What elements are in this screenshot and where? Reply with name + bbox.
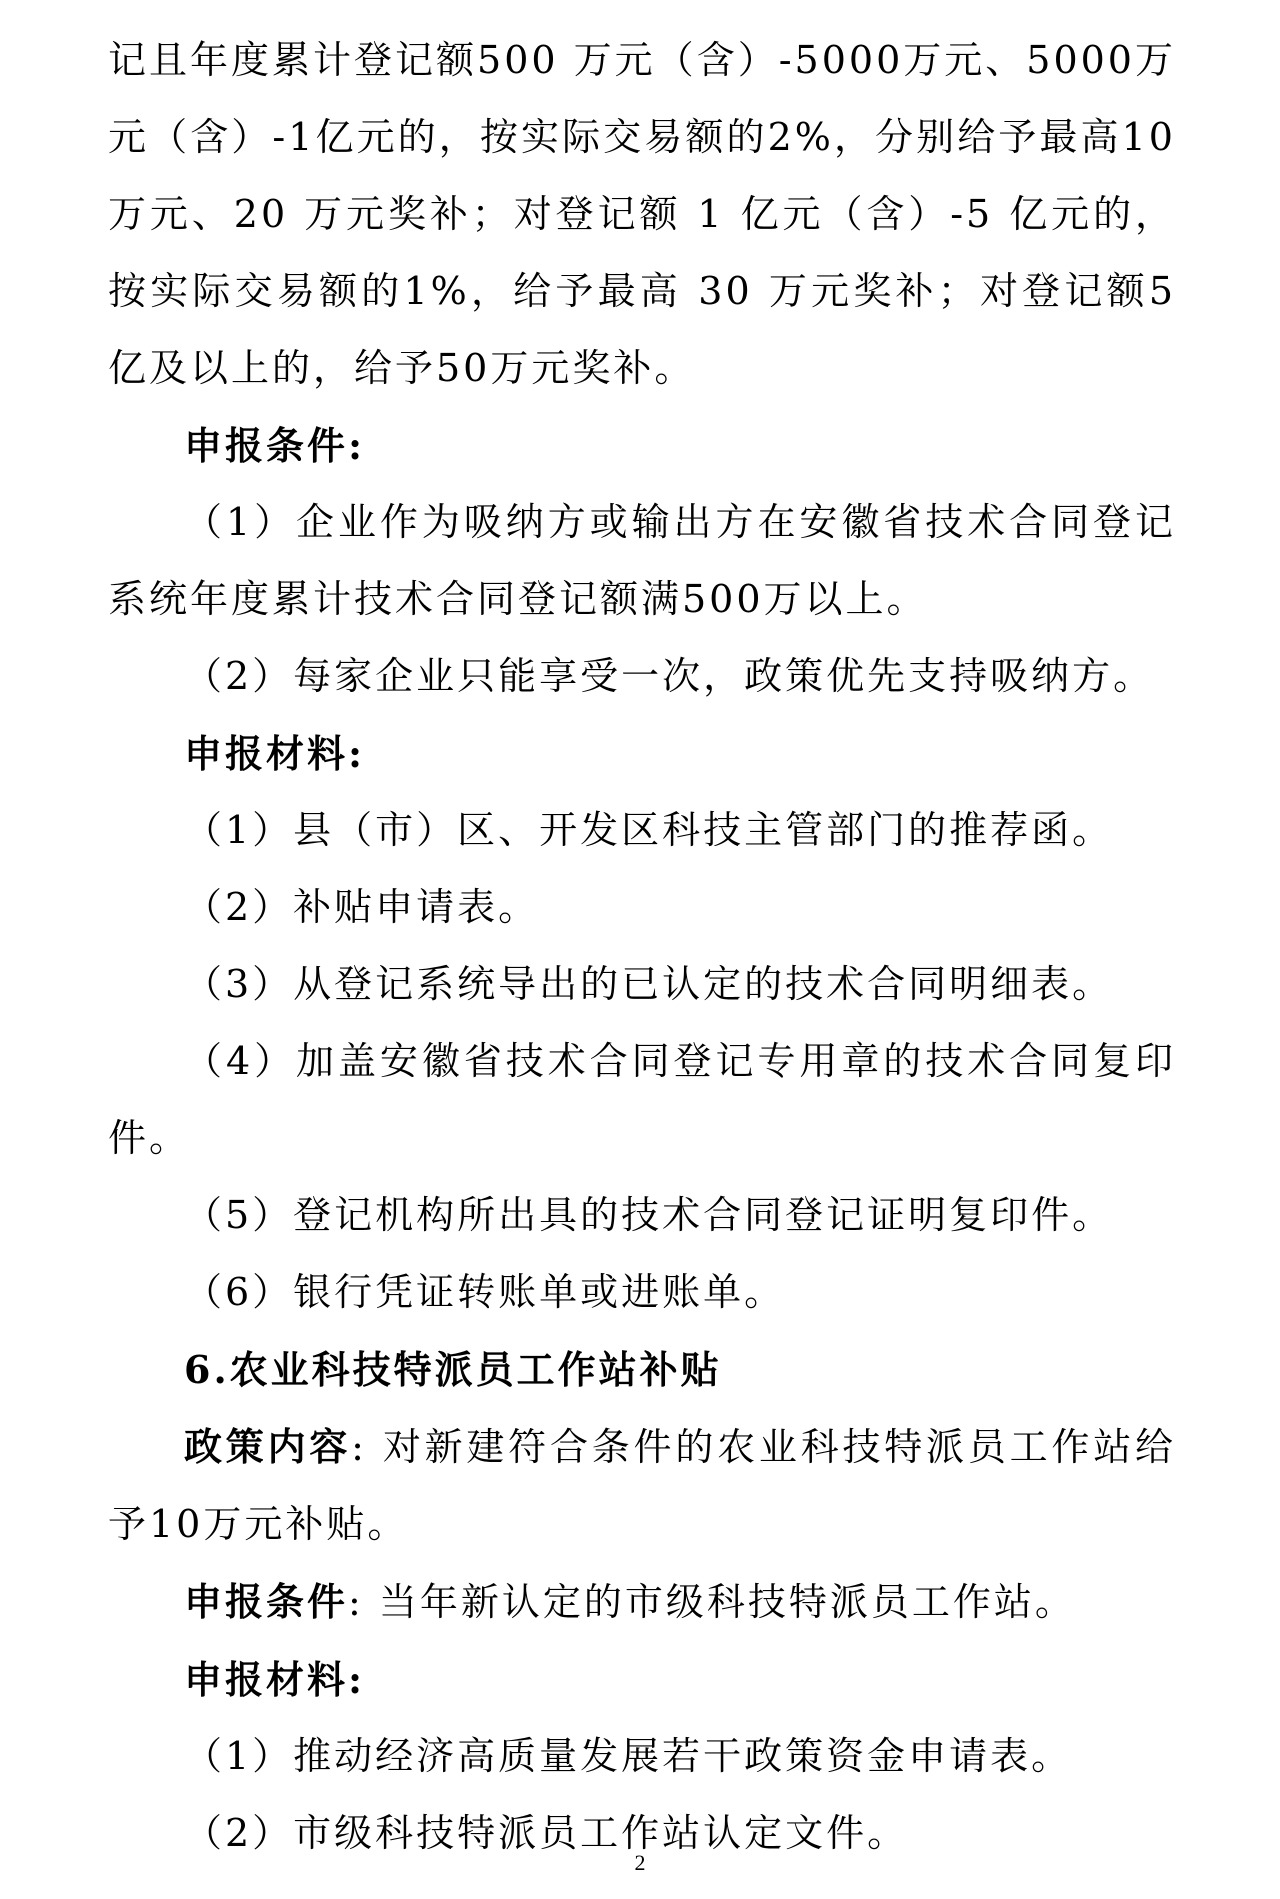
section-6-materials-label: 申报材料: (184, 1657, 366, 1702)
material-item-2: （2）补贴申请表。 (184, 885, 540, 929)
section-6-policy (108, 1408, 1176, 1563)
section-6-conditions-text: : 当年新认定的市级科技特派员工作站。 (348, 1580, 1076, 1624)
material-item-6: （6）银行凭证转账单或进账单。 (184, 1270, 786, 1314)
section-6-conditions (108, 1563, 1176, 1641)
material-item-1: （1）县（市）区、开发区科技主管部门的推荐函。 (184, 808, 1114, 852)
section-6-material-item-2: （2）市级科技特派员工作站认定文件。 (184, 1811, 909, 1855)
condition-item-2: （2）每家企业只能享受一次，政策优先支持吸纳方。 (184, 654, 1155, 698)
section-6-material-item-1: （1）推动经济高质量发展若干政策资金申请表。 (184, 1734, 1073, 1778)
page-number: 2 (634, 1850, 646, 1875)
condition-item-1: （1）企业作为吸纳方或输出方在安徽省技术合同登记系统年度累计技术合同登记额满500万以上。 (108, 500, 1176, 621)
materials-label: 申报材料: (184, 731, 366, 776)
material-item-3: （3）从登记系统导出的已认定的技术合同明细表。 (184, 962, 1114, 1006)
section-6-heading: 6.农业科技特派员工作站补贴 (184, 1347, 722, 1392)
policy-text: : 对新建符合条件的农业科技特派员工作站给予10万元补贴。 (108, 1425, 1176, 1546)
document-body (108, 22, 1176, 1872)
conditions-label: 申报条件: (184, 423, 366, 468)
section-6-conditions-label: 申报条件 (184, 1579, 349, 1624)
material-item-5: （5）登记机构所出具的技术合同登记证明复印件。 (184, 1193, 1114, 1237)
material-item-4: （4）加盖安徽省技术合同登记专用章的技术合同复印件。 (108, 1039, 1176, 1160)
policy-label: 政策内容 (184, 1424, 352, 1469)
award-paragraph: 记且年度累计登记额500 万元（含）-5000万元、5000万元（含）-1亿元的，按实际交易额的2%，分别给予最高10万元、20 万元奖补；对登记额 1 亿元（含）-5 亿元的，按实际交易额的1%，给予最高 30 万元奖补；对登记额5亿及以上的，给予50万元奖补。 (108, 38, 1176, 390)
